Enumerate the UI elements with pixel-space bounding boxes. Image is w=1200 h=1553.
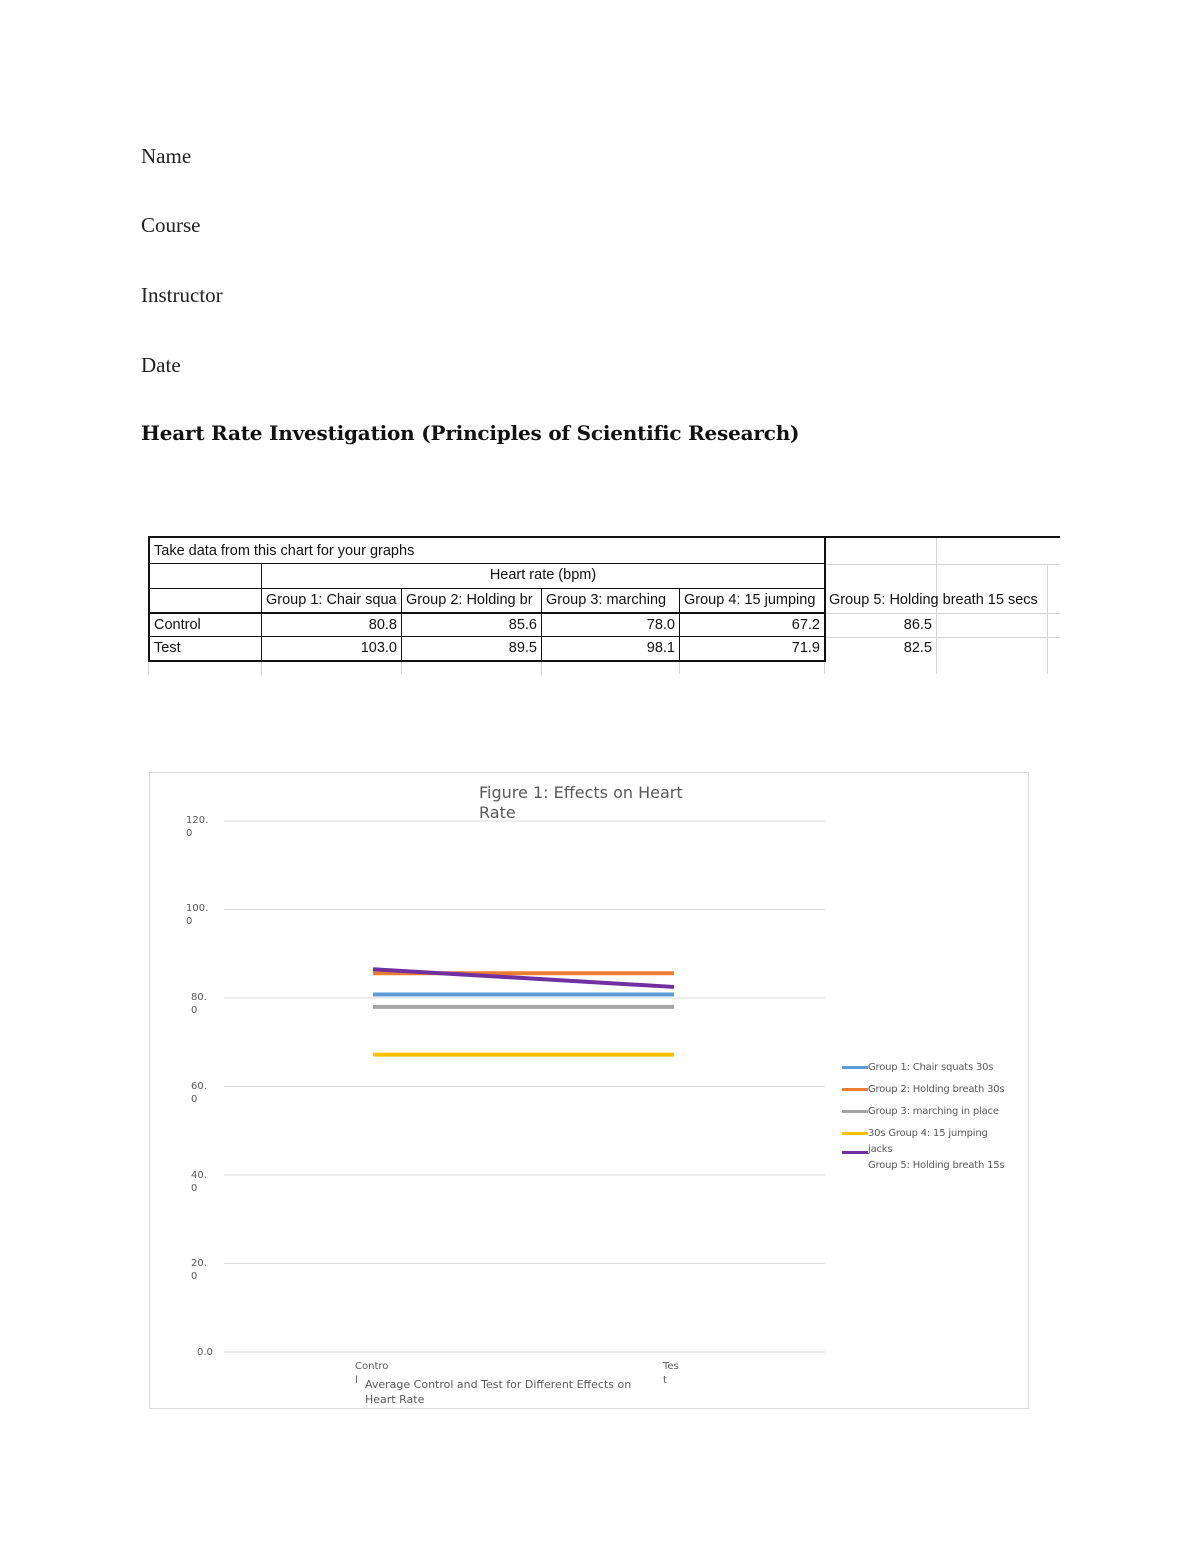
instructor-line: Instructor [141, 283, 223, 307]
row-label: Test [154, 640, 181, 656]
document-title: Heart Rate Investigation (Principles of Scientific Research) [141, 421, 800, 445]
column-header: Group 4: 15 jumping [684, 592, 816, 608]
table-cell: 98.1 [646, 640, 675, 656]
legend-swatch [842, 1088, 868, 1091]
legend-item [842, 1122, 1027, 1144]
table-cell: 103.0 [360, 640, 397, 656]
table-cell: 86.5 [903, 617, 932, 633]
table-caption: Take data from this chart for your graphs [154, 543, 415, 559]
legend-item [842, 1056, 1027, 1078]
y-tick-label: 20. 0 [191, 1258, 207, 1282]
table-cell: 85.6 [508, 617, 537, 633]
legend-item [842, 1078, 1027, 1100]
legend-item [842, 1158, 1027, 1172]
legend-swatch [842, 1151, 868, 1154]
chart-title: Figure 1: Effects on Heart Rate [479, 783, 683, 822]
y-tick-label: 100. 0 [186, 903, 209, 927]
y-tick-label: 0.0 [197, 1347, 213, 1358]
legend-label: Group 3: marching in place [868, 1105, 999, 1117]
legend-swatch [842, 1132, 868, 1135]
legend-swatch [842, 1066, 868, 1069]
x-axis-label: Average Control and Test for Different Effects on Heart Rate [365, 1378, 632, 1406]
column-header: Group 5: Holding breath 15 secs [829, 592, 1038, 608]
legend-swatch [842, 1110, 868, 1113]
table-group-header: Heart rate (bpm) [489, 567, 597, 583]
course-line: Course [141, 213, 201, 237]
y-tick-label: 120. 0 [186, 815, 209, 839]
table-cell: 71.9 [791, 640, 820, 656]
legend-label: Group 1: Chair squats 30s [868, 1061, 994, 1073]
x-tick-label: Contro l [355, 1361, 389, 1386]
table-cell: 82.5 [903, 640, 932, 656]
y-tick-label: 80. 0 [191, 992, 207, 1016]
legend-label: jacks [868, 1144, 893, 1155]
column-header: Group 2: Holding br [406, 592, 533, 608]
chart-legend [842, 1056, 1027, 1172]
legend-label: 30s Group 4: 15 jumping [868, 1127, 988, 1139]
legend-item [842, 1144, 1027, 1158]
column-header: Group 1: Chair squa [266, 592, 397, 608]
name-line: Name [141, 144, 192, 168]
table-cell: 80.8 [368, 617, 397, 633]
date-line: Date [141, 353, 181, 377]
legend-item [842, 1100, 1027, 1122]
legend-label: Group 2: Holding breath 30s [868, 1083, 1005, 1095]
table-cell: 78.0 [646, 617, 675, 633]
heart-rate-data-table [148, 536, 1060, 674]
table-cell: 89.5 [508, 640, 537, 656]
legend-label: Group 5: Holding breath 15s [868, 1159, 1005, 1171]
x-tick-label: Tes t [663, 1361, 679, 1386]
row-label: Control [154, 617, 201, 633]
y-tick-label: 60. 0 [191, 1081, 207, 1105]
heart-rate-chart [149, 772, 1029, 1409]
y-tick-label: 40. 0 [191, 1170, 207, 1194]
table-cell: 67.2 [791, 617, 820, 633]
column-header: Group 3: marching [546, 592, 667, 608]
